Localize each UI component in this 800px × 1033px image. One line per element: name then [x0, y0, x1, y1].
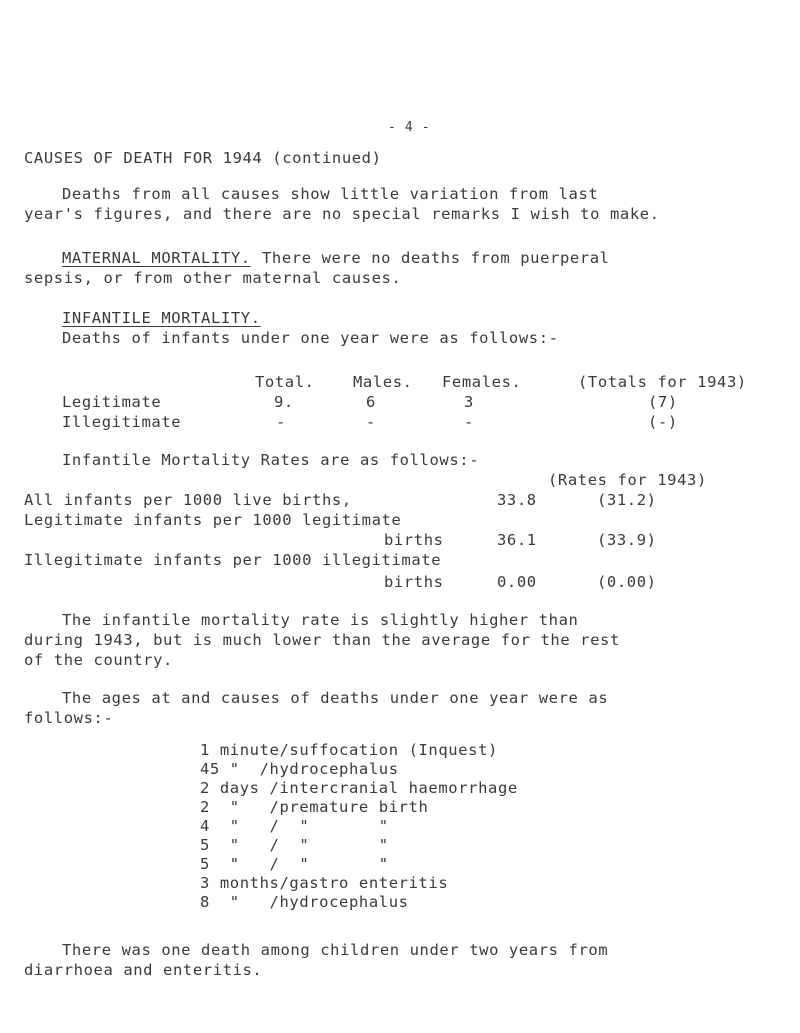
row-label: Legitimate — [62, 393, 162, 411]
maternal-heading: MATERNAL MORTALITY. — [62, 249, 251, 267]
row-males: 6 — [366, 393, 376, 411]
row-males: - — [366, 413, 376, 431]
rate-prev: (0.00) — [597, 573, 657, 591]
list-item: 2 " /premature birth — [200, 798, 429, 816]
maternal-line-1: There were no deaths from puerperal — [262, 249, 610, 267]
section-title: CAUSES OF DEATH FOR 1944 (continued) — [24, 149, 382, 167]
list-item: 4 " / " " — [200, 817, 389, 835]
rate-label-cont: births — [384, 531, 444, 549]
rate-value: 36.1 — [497, 531, 537, 549]
row-prev: (-) — [648, 413, 678, 431]
list-item: 2 days /intercranial haemorrhage — [200, 779, 518, 797]
maternal-line-2: sepsis, or from other maternal causes. — [24, 269, 402, 287]
row-label: Illegitimate — [62, 413, 182, 431]
list-item: 3 months/gastro enteritis — [200, 874, 449, 892]
rate-prev: (31.2) — [597, 491, 657, 509]
comparison-line-3: of the country. — [24, 651, 173, 669]
rate-label: Legitimate infants per 1000 legitimate — [24, 511, 402, 529]
ages-intro-line-1: The ages at and causes of deaths under one year were as — [62, 689, 609, 707]
intro-line-2: year's figures, and there are no special remarks I wish to make. — [24, 205, 660, 223]
ages-intro-line-2: follows:- — [24, 709, 114, 727]
rates-intro: Infantile Mortality Rates are as follows:- — [62, 451, 480, 469]
infantile-subheading: Deaths of infants under one year were as follows:- — [62, 329, 559, 347]
col-header-females: Females. — [442, 373, 522, 391]
rate-value: 0.00 — [497, 573, 537, 591]
col-header-males: Males. — [353, 373, 413, 391]
infantile-heading: INFANTILE MORTALITY. — [62, 309, 261, 327]
rate-label-cont: births — [384, 573, 444, 591]
rates-prev-header: (Rates for 1943) — [548, 471, 707, 489]
intro-line-1: Deaths from all causes show little variation from last — [62, 185, 599, 203]
list-item: 45 " /hydrocephalus — [200, 760, 399, 778]
rate-value: 33.8 — [497, 491, 537, 509]
row-females: - — [464, 413, 474, 431]
row-total: 9. — [274, 393, 294, 411]
rate-label: Illegitimate infants per 1000 illegitimate — [24, 551, 442, 569]
comparison-line-2: during 1943, but is much lower than the average for the rest — [24, 631, 620, 649]
row-females: 3 — [464, 393, 474, 411]
col-header-total: Total. — [255, 373, 315, 391]
list-item: 1 minute/suffocation (Inquest) — [200, 741, 498, 759]
comparison-line-1: The infantile mortality rate is slightly higher than — [62, 611, 579, 629]
row-prev: (7) — [648, 393, 678, 411]
rate-prev: (33.9) — [597, 531, 657, 549]
closing-line-1: There was one death among children under two years from — [62, 941, 609, 959]
list-item: 8 " /hydrocephalus — [200, 893, 409, 911]
list-item: 5 " / " " — [200, 836, 389, 854]
list-item: 5 " / " " — [200, 855, 389, 873]
row-total: - — [276, 413, 286, 431]
rate-label: All infants per 1000 live births, — [24, 491, 352, 509]
col-header-prev: (Totals for 1943) — [578, 373, 747, 391]
page-number: - 4 - — [388, 120, 431, 135]
closing-line-2: diarrhoea and enteritis. — [24, 961, 263, 979]
